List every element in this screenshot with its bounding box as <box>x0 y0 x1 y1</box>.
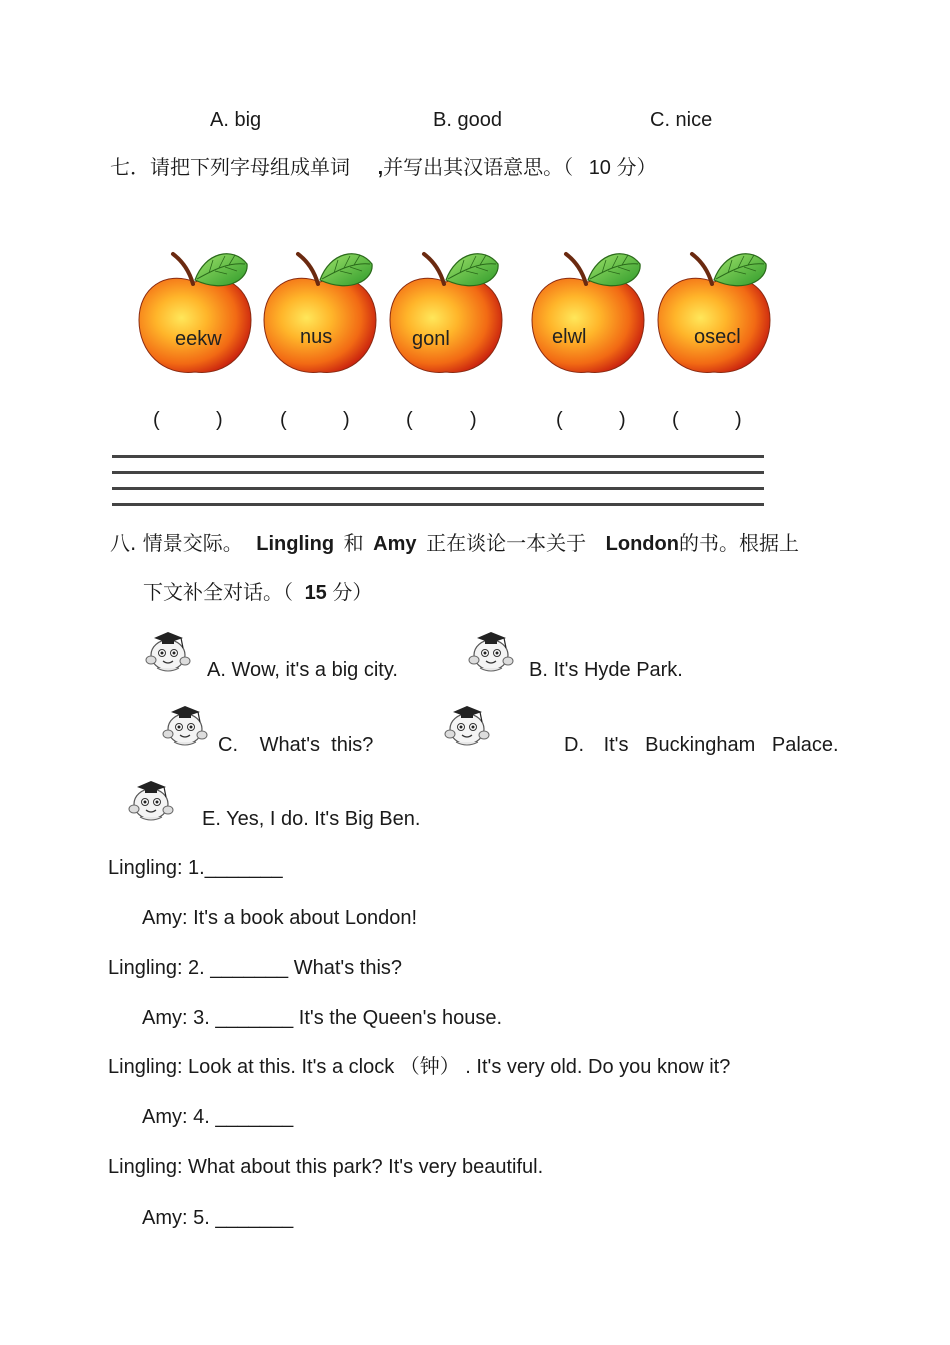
apple-5 <box>654 240 774 380</box>
answer-close-4: ) <box>619 409 626 431</box>
apple-icon <box>135 240 255 380</box>
writing-line <box>112 503 764 506</box>
section7-heading <box>110 157 657 178</box>
section8-score: 15 <box>304 582 327 604</box>
section7-heading-comma: , <box>377 157 384 179</box>
choice-e: E. Yes, I do. It's Big Ben. <box>202 808 421 830</box>
apple-icon <box>528 240 648 380</box>
answer-close-3: ) <box>470 409 477 431</box>
choice-c-text: What's this? <box>259 734 374 756</box>
answer-close-5: ) <box>735 409 742 431</box>
answer-open-4: ( <box>556 409 563 431</box>
answer-close-1: ) <box>216 409 223 431</box>
answer-open-2: ( <box>280 409 287 431</box>
dialogue-line-2: Amy: It's a book about London! <box>142 907 418 929</box>
dialogue-line-5: Lingling: Look at this. It's a clock （钟） . It's very old. Do you know it? <box>108 1056 731 1078</box>
apple-icon <box>386 240 506 380</box>
apple-4 <box>528 240 648 380</box>
choice-d <box>564 735 839 755</box>
apple-1 <box>135 240 255 380</box>
section8-name-amy: Amy <box>373 533 417 555</box>
apple-icon <box>654 240 774 380</box>
section8-name-lingling: Lingling <box>256 533 335 555</box>
section8-name-london: London <box>605 533 679 555</box>
writing-line <box>112 471 764 474</box>
dialogue-line-3: Lingling: 2. _______ What's this? <box>108 957 403 979</box>
choice-d-letter: D. <box>564 734 584 756</box>
apple-label-2: nus <box>300 326 333 348</box>
section7-heading-end: 分） <box>616 155 657 179</box>
dialogue-line-1: Lingling: 1._______ <box>108 857 283 879</box>
dialogue-line-6: Amy: 4. _______ <box>142 1106 294 1128</box>
apple-3 <box>386 240 506 380</box>
section8-heading-1: 八. 情景交际。 <box>110 531 243 555</box>
answer-open-1: ( <box>153 409 160 431</box>
apple-label-5: osecl <box>694 326 741 348</box>
section8-heading <box>110 533 799 554</box>
dialogue-line-7: Lingling: What about this park? It's very beautiful. <box>108 1156 544 1178</box>
section8-heading-line2 <box>143 582 372 603</box>
option-c: C. nice <box>650 109 713 131</box>
apple-icon <box>260 240 380 380</box>
choice-a: A. Wow, it's a big city. <box>207 659 398 681</box>
answer-close-2: ) <box>343 409 350 431</box>
writing-line <box>112 487 764 490</box>
answer-open-5: ( <box>672 409 679 431</box>
apple-label-4: elwl <box>552 326 587 348</box>
choice-d-text: It's Buckingham Palace. <box>603 734 839 756</box>
writing-line <box>112 455 764 458</box>
student-cartoon-icon <box>128 777 174 821</box>
section8-heading-2: 和 <box>343 531 364 555</box>
choice-c <box>218 735 373 755</box>
choice-b: B. It's Hyde Park. <box>529 659 683 681</box>
apple-2 <box>260 240 380 380</box>
option-a: A. big <box>210 109 262 131</box>
student-cartoon-icon <box>468 628 514 672</box>
answer-open-3: ( <box>406 409 413 431</box>
apple-label-3: gonl <box>412 328 450 350</box>
choice-c-letter: C. <box>218 734 238 756</box>
dialogue-line-4: Amy: 3. _______ It's the Queen's house. <box>142 1007 503 1029</box>
dialogue-line-8: Amy: 5. _______ <box>142 1207 294 1229</box>
option-b: B. good <box>433 109 502 131</box>
student-cartoon-icon <box>162 702 208 746</box>
student-cartoon-icon <box>444 702 490 746</box>
section8-heading-3: 正在谈论一本关于 <box>426 531 587 555</box>
student-cartoon-icon <box>145 628 191 672</box>
section7-heading-suffix: 并写出其汉语意思。（ <box>383 155 574 179</box>
section8-heading-line2-b: 分） <box>332 580 373 604</box>
section8-heading-4: 的书。根据上 <box>678 531 799 555</box>
section7-heading-prefix: 七．请把下列字母组成单词 <box>110 155 350 179</box>
section8-heading-line2-a: 下文补全对话。（ <box>143 580 293 604</box>
section7-score: 10 <box>588 157 611 179</box>
apple-label-1: eekw <box>175 328 222 350</box>
